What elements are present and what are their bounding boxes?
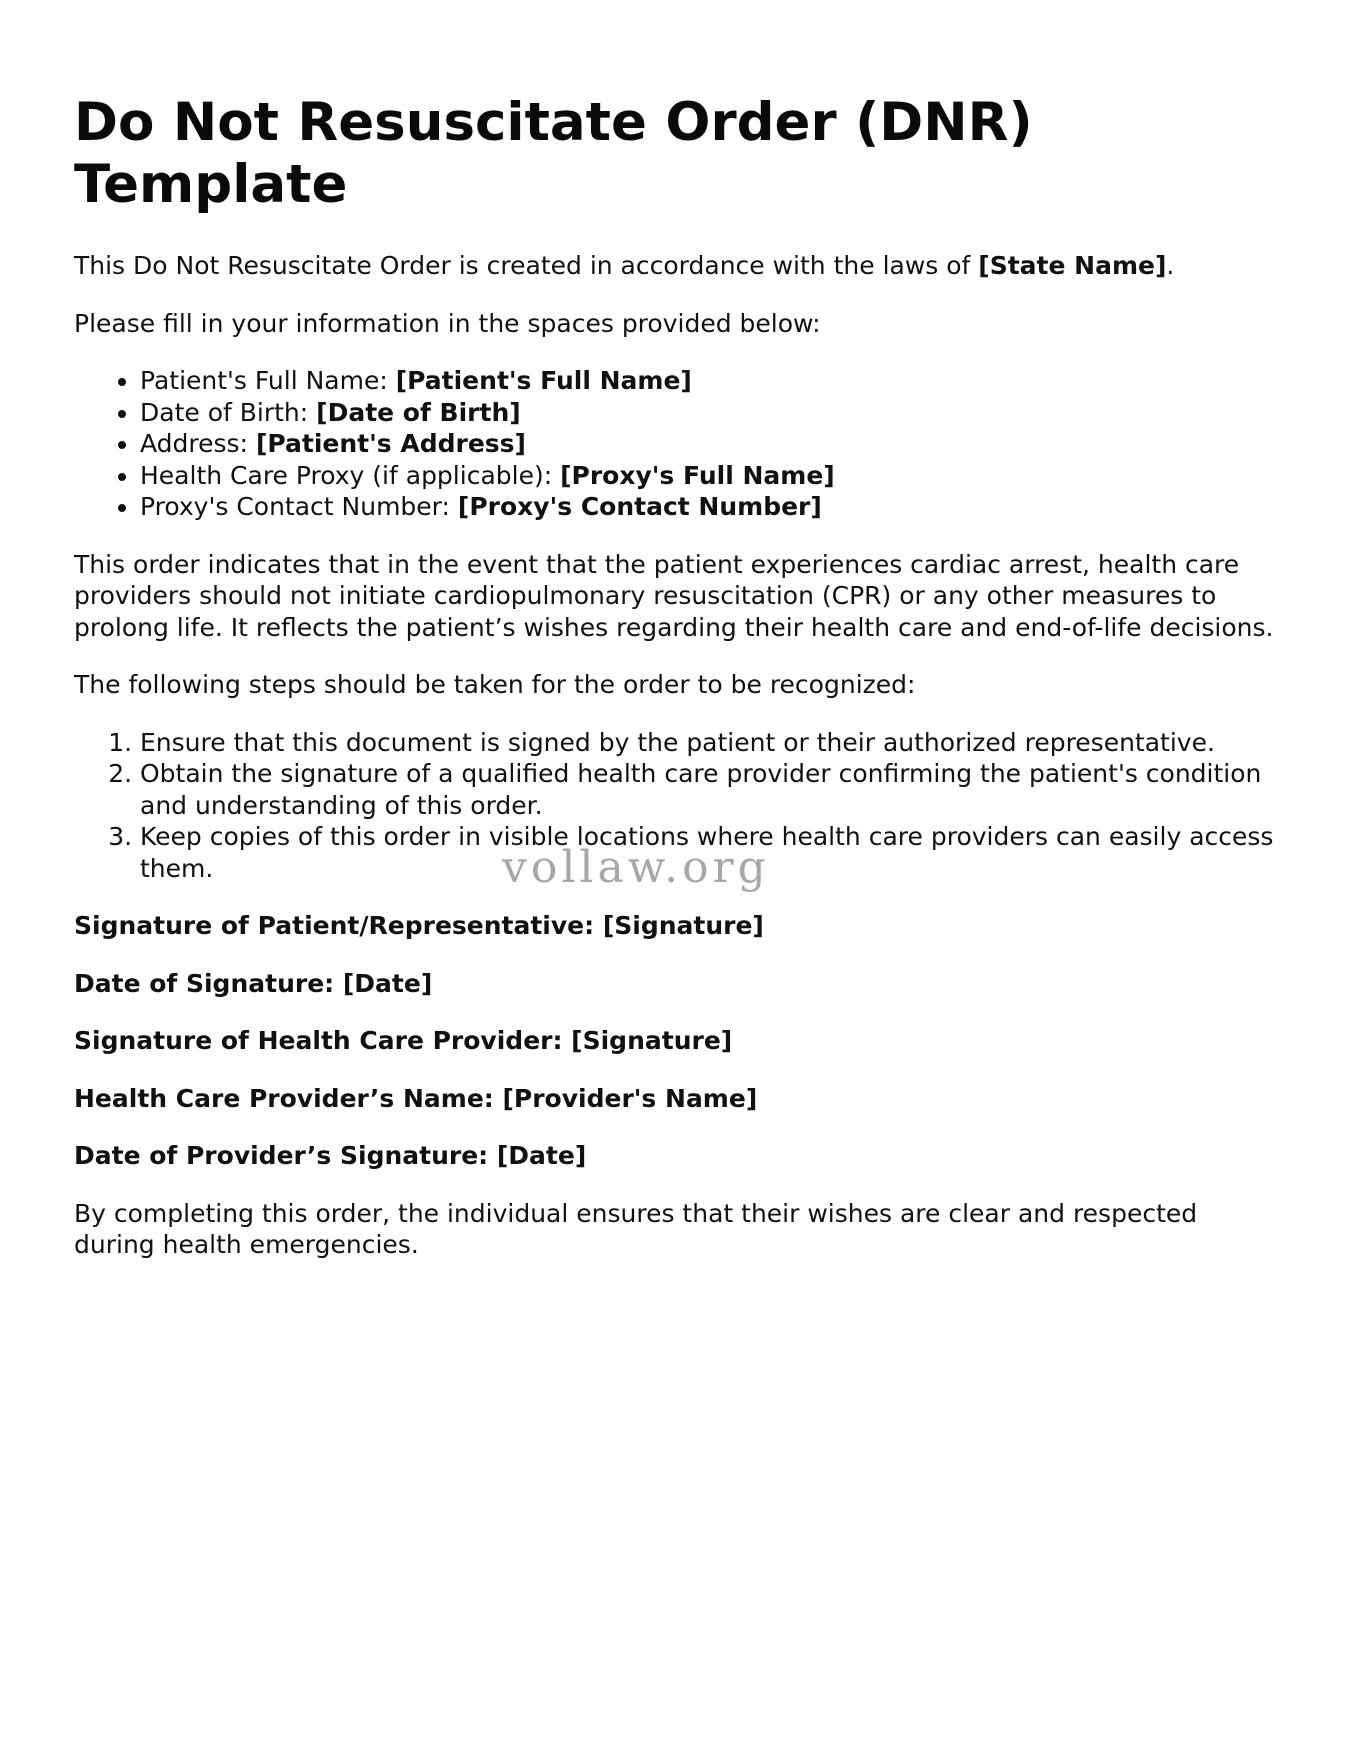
step-item: 2. Obtain the signature of a qualified health care provider confirming the patient's condition and understanding of this order. [140,758,1274,821]
provider-signature-line: Signature of Health Care Provider: [Signature] [74,1026,733,1055]
field-value: [Patient's Full Name] [395,366,692,395]
step-item: 3. Keep copies of this order in visible locations where health care providers can easily access them. [140,821,1274,884]
list-item [140,460,1274,492]
provider-name-line: Health Care Provider’s Name: [Provider's Name] [74,1083,758,1113]
steps-intro: The following steps should be taken for the order to be recognized: [74,670,916,699]
intro-end: . [1166,251,1175,280]
field-label: Date of Birth: [140,397,317,427]
intro-paragraph [74,250,1274,282]
provider-signature-date-line: Date of Provider’s Signature: [Date] [74,1141,587,1170]
steps-list [74,727,1274,885]
state-name-placeholder: [State Name] [978,251,1167,280]
patient-signature-date-line: Date of Signature: [Date] [74,968,433,998]
patient-info-list [74,365,1274,523]
field-label: Patient's Full Name: [140,366,396,395]
document-title: Do Not Resuscitate Order (DNR) Template [74,92,1033,215]
list-item [140,428,1274,460]
field-value: [Date of Birth] [316,397,521,427]
list-item [140,365,1274,397]
list-item [140,397,1274,429]
list-item [140,491,1274,523]
closing-paragraph: By completing this order, the individual ensures that their wishes are clear and respected during health emergencies. [74,1198,1198,1259]
field-label: Address: [140,429,256,458]
watermark: vollaw.org [502,842,770,893]
fill-instruction: Please fill in your information in the spaces provided below: [74,308,821,338]
step-item: 1. Ensure that this document is signed by the patient or their authorized representative. [140,727,1274,759]
field-label: Health Care Proxy (if applicable): [140,460,561,490]
field-value: [Proxy's Full Name] [560,460,835,490]
order-description: This order indicates that in the event that the patient experiences cardiac arrest, health care providers should not initiate cardiopulmonary resuscitation (CPR) or any other measures to prolong life. It reflects the patient’s wishes regarding their health care and end-of-life decisions. [74,549,1274,642]
field-value: [Patient's Address] [255,429,526,458]
field-value: [Proxy's Contact Number] [457,492,822,521]
field-label: Proxy's Contact Number: [140,492,458,521]
document-page [74,92,1274,1261]
intro-text: This Do Not Resuscitate Order is created in accordance with the laws of [74,251,979,280]
patient-signature-line: Signature of Patient/Representative: [Signature] [74,911,764,940]
